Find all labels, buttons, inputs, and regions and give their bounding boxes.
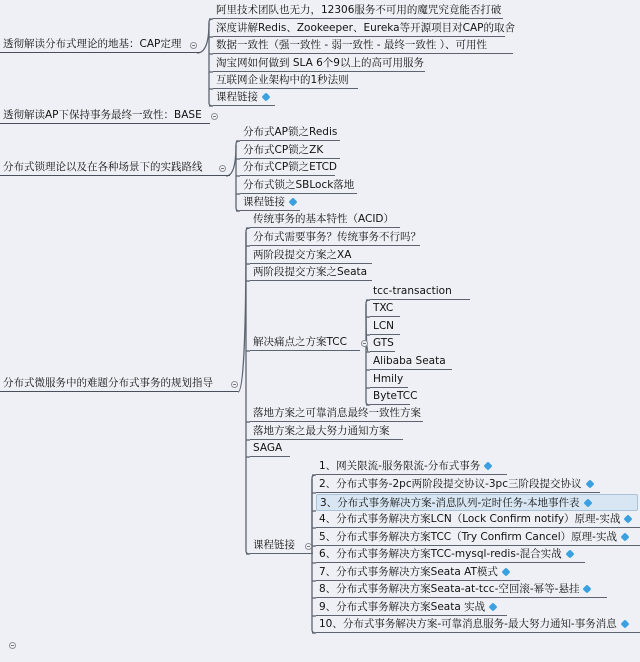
topic-label: 淘宝网如何做到 SLA 6个9以上的高可用服务 xyxy=(216,57,424,69)
hyperlink-icon[interactable] xyxy=(489,602,498,611)
collapse-toggle-icon[interactable] xyxy=(219,165,226,172)
course-link-item[interactable] xyxy=(316,529,640,546)
hyperlink-icon[interactable] xyxy=(624,514,633,523)
course-link-item[interactable] xyxy=(316,546,585,563)
subtopic[interactable] xyxy=(250,229,420,246)
topic-label: GTS xyxy=(373,337,394,349)
topic-label: 7、分布式事务解决方案Seata AT模式 xyxy=(319,566,498,578)
topic-label: 分布式CP锁之ZK xyxy=(243,144,324,156)
topic-label: 课程链接 xyxy=(243,196,285,208)
topic-label: 透彻解读AP下保持事务最终一致性：BASE xyxy=(3,109,202,121)
tcc-framework-item[interactable] xyxy=(370,318,400,335)
tcc-framework-item[interactable] xyxy=(370,371,408,388)
collapse-toggle-icon[interactable] xyxy=(361,340,368,347)
topic-label: 解决痛点之方案TCC xyxy=(253,336,347,348)
topic-label: ByteTCC xyxy=(373,390,418,402)
topic-label: 分布式微服务中的难题分布式事务的规划指导 xyxy=(3,377,213,389)
subtopic[interactable] xyxy=(250,423,403,440)
hyperlink-icon[interactable] xyxy=(501,567,510,576)
topic-label: SAGA xyxy=(253,442,283,454)
collapse-toggle-icon[interactable] xyxy=(190,42,197,49)
tcc-framework-item[interactable] xyxy=(370,300,400,317)
course-link-item[interactable] xyxy=(316,581,607,598)
topic-label: 落地方案之可靠消息最终一致性方案 xyxy=(253,407,421,419)
topic-label: 3、分布式事务解决方案-消息队列-定时任务-本地事件表 xyxy=(320,497,580,509)
subtopic[interactable] xyxy=(240,159,338,176)
topic-label: 分布式AP锁之Redis xyxy=(243,126,338,138)
topic-label: 分布式需要事务？传统事务不行吗？ xyxy=(253,231,421,243)
tcc-framework-item[interactable] xyxy=(370,283,470,300)
collapse-toggle-icon[interactable] xyxy=(231,381,238,388)
subtopic[interactable] xyxy=(250,405,423,422)
topic-label: 5、分布式事务解决方案TCC（Try Confirm Cancel）原理-实战 xyxy=(319,531,617,543)
subtopic[interactable] xyxy=(213,20,515,37)
subtopic[interactable] xyxy=(240,124,340,141)
subtopic[interactable] xyxy=(213,72,358,89)
hyperlink-icon[interactable] xyxy=(484,461,493,470)
subtopic[interactable] xyxy=(213,37,513,54)
topic-label: 课程链接 xyxy=(216,91,258,103)
topic-label: tcc-transaction xyxy=(373,285,452,297)
course-link-item[interactable] xyxy=(316,564,520,581)
topic-label: 深度讲解Redis、Zookeeper、Eureka等开源项目对CAP的取舍 xyxy=(216,22,515,34)
topic-label: 数据一致性（强一致性 - 弱一致性 - 最终一致性 ）、可用性 xyxy=(216,39,488,51)
hyperlink-icon[interactable] xyxy=(565,549,574,558)
topic-label: 分布式CP锁之ETCD xyxy=(243,161,338,173)
topic-label: 课程链接 xyxy=(253,539,295,551)
tcc-framework-item[interactable] xyxy=(370,353,452,370)
collapse-toggle-icon[interactable] xyxy=(211,113,218,120)
topic-label: Hmily xyxy=(373,373,404,385)
subtopic[interactable] xyxy=(250,537,313,554)
course-link-item[interactable] xyxy=(316,511,640,528)
topic-label: 2、分布式事务-2pc两阶段提交协议-3pc三阶段提交协议 xyxy=(319,478,582,490)
topic-label: 分布式锁理论以及在各种场景下的实践路线 xyxy=(3,161,203,173)
topic-label: 1、网关限流-服务限流-分布式事务 xyxy=(319,460,481,472)
topic-label: 4、分布式事务解决方案LCN（Lock Confirm notify）原理-实战 xyxy=(319,513,621,525)
topic-label: 两阶段提交方案之Seata xyxy=(253,266,368,278)
subtopic[interactable] xyxy=(240,194,300,211)
subtopic[interactable] xyxy=(213,55,425,72)
topic-label: 透彻解读分布式理论的地基：CAP定理 xyxy=(3,38,182,50)
topic-label: 落地方案之最大努力通知方案 xyxy=(253,425,390,437)
hyperlink-icon[interactable] xyxy=(620,619,629,628)
subtopic[interactable] xyxy=(213,89,275,106)
collapse-toggle-icon[interactable] xyxy=(9,642,16,649)
topic-label: 8、分布式事务解决方案Seata-at-tcc-空回滚-幂等-悬挂 xyxy=(319,583,580,595)
hyperlink-icon[interactable] xyxy=(261,92,270,101)
topic-label: 分布式锁之SBLock落地 xyxy=(243,179,355,191)
connector xyxy=(238,232,246,392)
hyperlink-icon[interactable] xyxy=(583,584,592,593)
main-topic[interactable] xyxy=(0,375,238,392)
topic-label: LCN xyxy=(373,320,395,332)
tcc-framework-item[interactable] xyxy=(370,388,418,405)
topic-label: 9、分布式事务解决方案Seata 实战 xyxy=(319,601,486,613)
main-topic[interactable] xyxy=(0,159,230,176)
topic-label: Alibaba Seata xyxy=(373,355,446,367)
topic-label: 两阶段提交方案之XA xyxy=(253,249,352,261)
course-link-item[interactable] xyxy=(316,458,507,475)
topic-label: 传统事务的基本特性（ACID） xyxy=(253,213,395,225)
subtopic[interactable] xyxy=(250,247,372,264)
collapse-toggle-icon[interactable] xyxy=(305,543,312,550)
topic-label: 10、分布式事务解决方案-可靠消息服务-最大努力通知-事务消息 xyxy=(319,618,617,630)
course-link-item[interactable] xyxy=(316,616,640,633)
subtopic[interactable] xyxy=(250,211,400,228)
tcc-framework-item[interactable] xyxy=(370,335,395,352)
subtopic[interactable] xyxy=(240,142,340,159)
hyperlink-icon[interactable] xyxy=(585,479,594,488)
main-topic[interactable] xyxy=(0,107,210,124)
course-link-item[interactable] xyxy=(316,599,507,616)
topic-label: 互联网企业架构中的1秒法则 xyxy=(216,74,349,86)
subtopic[interactable] xyxy=(250,440,290,457)
subtopic[interactable] xyxy=(250,334,360,351)
subtopic[interactable] xyxy=(240,177,357,194)
course-link-item[interactable] xyxy=(316,476,600,493)
topic-label: 6、分布式事务解决方案TCC-mysql-redis-混合实战 xyxy=(319,548,562,560)
topic-label: 阿里技术团队也无力，12306服务不可用的魔咒究竟能否打破 xyxy=(216,4,502,16)
hyperlink-icon[interactable] xyxy=(620,532,629,541)
hyperlink-icon[interactable] xyxy=(583,498,592,507)
hyperlink-icon[interactable] xyxy=(288,197,297,206)
topic-label: TXC xyxy=(373,302,394,314)
course-link-item[interactable] xyxy=(316,494,638,511)
main-topic[interactable] xyxy=(0,36,200,53)
subtopic[interactable] xyxy=(250,264,372,281)
subtopic[interactable] xyxy=(213,2,503,19)
